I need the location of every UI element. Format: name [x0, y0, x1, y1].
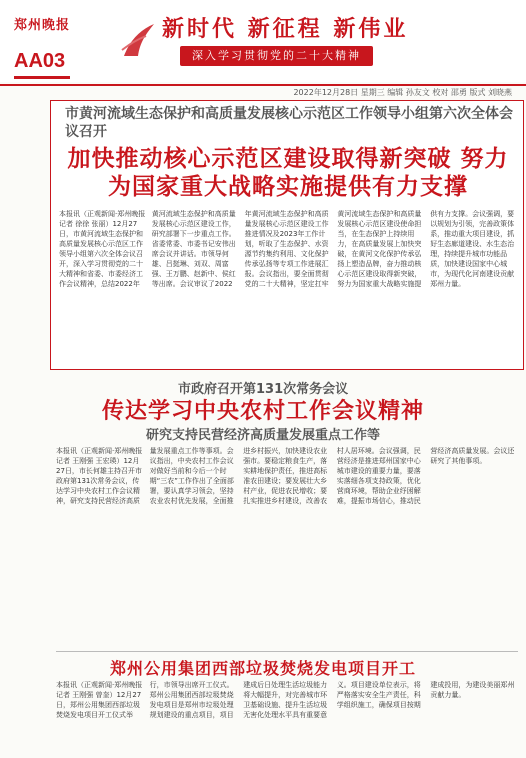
- date-editor-line: 2022年12月28日 星期三 编辑 孙友文 校对 邵勇 版式 刘晓燕: [293, 88, 512, 97]
- lead-article[interactable]: [50, 100, 524, 370]
- article2-body: 本报讯（正观新闻·郑州晚报记者 王刚强 王宏瑛）12月27日，市长何雄主持召开市政府第131次常务会议，传达学习中央农村工作会议精神，研究支持民营经济高质量发展重点工作等事项。会议指出，中央农村工作会议对做好当前和今后一个时期“三农”工作作出了全面部署，要认真学习领会，坚持农业农村优先发展，全面推进乡村振兴，加快建设农业强市。要稳定粮食生产，落实耕地保护责任，推进高标准农田建设；要发展壮大乡村产业，促进农民增收；要扎实推进乡村建设，改善农村人居环境。会议强调，民营经济是推进郑州国家中心城市建设的重要力量，要落实落细各项支持政策，优化营商环境，帮助企业纾困解难，提振市场信心，推动民营经济高质量发展。会议还研究了其他事项。: [56, 447, 515, 505]
- lead-kicker: 市黄河流域生态保护和高质量发展核心示范区工作领导小组第六次全体会议召开: [65, 106, 513, 140]
- theme-title: 新时代 新征程 新伟业: [162, 17, 409, 42]
- section-code: AA03: [14, 50, 66, 72]
- masthead: [0, 0, 526, 82]
- article-divider: [56, 651, 518, 652]
- article3-body: 本报讯（正观新闻·郑州晚报记者 王刚强 曾奎）12月27日，郑州公用集团西部垃圾焚烧发电项目开工仪式举行，市领导出席开工仪式。郑州公用集团西部垃圾焚烧发电项目是郑州市垃圾处理规划建设的重点项目，项目建成后日处理生活垃圾能力将大幅提升，对完善城市环卫基础设施、提升生活垃圾无害化处理水平具有重要意义。项目建设单位表示，将严格落实安全生产责任，科学组织施工，确保项目按期建成投用，为建设美丽郑州贡献力量。: [56, 681, 515, 719]
- theme-subtitle: 深入学习贯彻党的二十大精神: [180, 46, 373, 66]
- article2-headline[interactable]: 传达学习中央农村工作会议精神: [101, 399, 424, 424]
- newspaper-logo: 郑州晚报: [14, 18, 71, 33]
- article3-headline[interactable]: 郑州公用集团西部垃圾焚烧发电项目开工: [109, 659, 416, 678]
- lead-body: 本报讯（正观新闻·郑州晚报记者 徐徐 张丽）12月27日，市黄河流域生态保护和高质量发展核心示范区工作领导小组第六次全体会议召开，深入学习贯彻党的二十大精神和省委、市委经济工作会议精神，总结2022年黄河流域生态保护和高质量发展核心示范区建设工作，研究部署下一步重点工作。省委常委、市委书记安伟出席会议并讲话。市领导何雄、吕挺琳、刘双、周富强、王万鹏、赵新中、侯红等出席。会议审议了2022年黄河流域生态保护和高质量发展核心示范区建设工作推进情况及2023年工作计划，听取了生态保护、水资源节约集约利用、文化保护传承弘扬等专项工作进展汇报。会议指出，要全面贯彻党的二十大精神，坚定扛牢黄河流域生态保护和高质量发展核心示范区建设使命担当，在生态保护上持续用力，在高质量发展上加快突破，在黄河文化保护传承弘扬上塑造品牌，奋力推动核心示范区建设取得新突破，努力为国家重大战略实施提供有力支撑。会议强调，要以规划为引领，完善政策体系，推动重大项目建设，抓好生态廊道建设、水生态治理，持续提升城市功能品质，加快建设国家中心城市，为现代化河南建设贡献郑州力量。: [59, 210, 515, 288]
- lead-headline: 加快推动核心示范区建设取得新突破 努力为国家重大战略实施提供有力支撑: [67, 146, 509, 200]
- article2-kicker: 市政府召开第131次常务会议: [178, 382, 349, 397]
- article2-subtitle: 研究支持民营经济高质量发展重点工作等: [145, 428, 380, 443]
- decorative-wing-icon: [120, 20, 156, 60]
